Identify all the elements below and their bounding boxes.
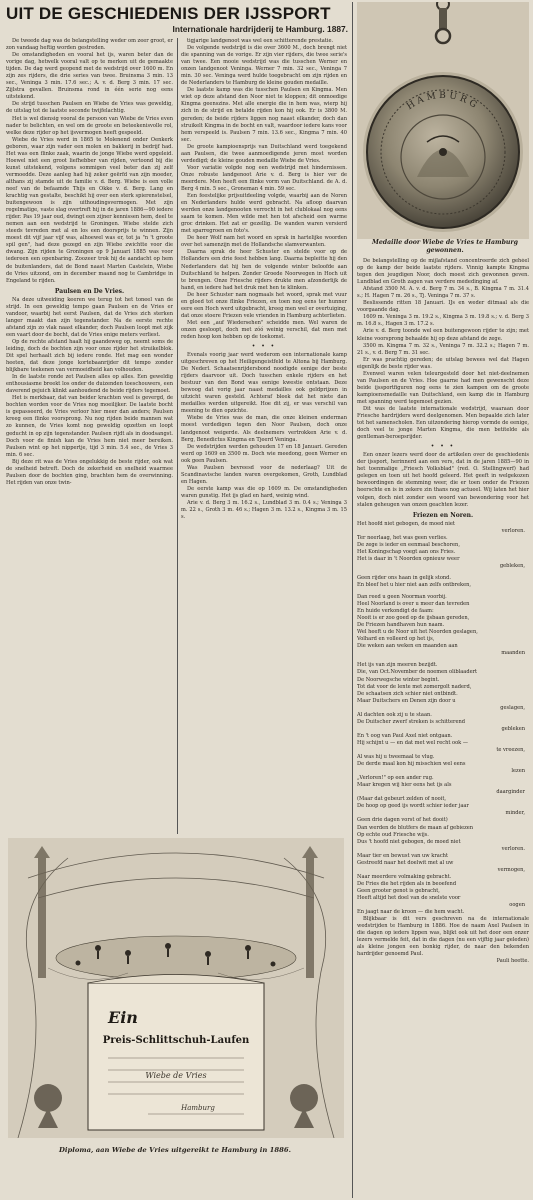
article-signature: Pauli heette.	[496, 958, 529, 965]
article-paragraph: Wiebe de Vries was de man, die onze kleinen enderman moest verdedigen tegen den Noor Paulsen, doch onze landgenoot weigerde. Als deelnemers vertrokken Arie v. d. Berg, Benedictus Kingma en Tjeerd Veninga.	[181, 415, 347, 443]
poem-line: Al was hij u tweemaal te vlug.	[357, 754, 435, 761]
poem-line: Geen rijder ons haan in gelijk stond.	[357, 574, 452, 581]
poem-line: Ter neerlaag, het was geen verlies.	[357, 534, 448, 541]
poem-line: En 't oog van Paul Axel niet ontgaan.	[357, 732, 453, 739]
article-paragraph: 3500 m. Kingma 7 m. 32 s., Veninga 7 m. 32.2 s.; Hagen 7 m. 21 s., v. d. Berg 7 m. 31 sec.	[357, 342, 529, 356]
diploma-title-text: Preis-Schlittschuh-Laufen	[102, 1035, 250, 1046]
poem-line: De schaatsen zich schier niet ontbindt.	[357, 690, 458, 697]
article-paragraph: De heer Wolf nam het woord en sprak in hartelijke woorden over het samenzijn met de Hollandsche slamverwanten.	[181, 235, 347, 249]
poem-line: De Noorwegsche winter begint.	[357, 676, 440, 683]
article-paragraph: Een feestelijke prijsuitdeeling volgde, waarbij aan de Noren en Nederlanders hulde werd gebracht. Na afloop daarvan werden onze landgenooten verrocht in het clublokaal nog eens saam te komen. Men wilde met hen tot afscheid een warme groc drinken. Het zat er gezellig. De wanden waren versierd met sparregroen en foto's.	[181, 193, 347, 235]
poem-line: Volhard en volleerd op het ijs,	[357, 636, 435, 643]
poem-line: Naar meerdere volmaking gebracht.	[357, 873, 452, 880]
article-paragraph: Een onzer lezers werd door de artikelen over de geschiedenis der ijssport, herinnerd aan een vers, dat in de jaren 1885—90 in het toenmalige „Friesch Volksblad" (red. O. Stellingwerf) had gelegen en toen uit het hoofd geleerd. Het geeft in welgekozen bewoordingen de stemming weer, die er toen onder de Friezen heerschte en is in zekere zin thans nog actueel. Wij laten het hier volgen, doch niet zonder een woord van bewondering voor het stalen geheugen van onzen geachten lezer.	[357, 452, 529, 508]
poem-line: lezen	[511, 768, 525, 775]
poem-line: De derde maal kon hij misschien wel eens	[357, 761, 466, 768]
article-paragraph: De heer Schuster nam nogmaals het woord, sprak met vuur en gloed tot onze flinke Friezen, en toen nog eens ter hunner eere een Hoch werd uitgebracht, kreeg men wel er overtuiging, dat onze stoere Friezen vele vrienden in Hamburg achterlieten.	[181, 291, 347, 319]
article-paragraph: Voor variatie volgde nog een wedstrijd met hindernissen. Onze robuste landgenoot Arie v. d. Berg is hier ver de meerdere. Men heeft een flinke vorm van Duitschland. de A. d. Berg 4 min. 5 sec., Groneman 4 min. 59 sec.	[181, 164, 347, 192]
poem-line: De Friezen handhaven hun naam.	[357, 622, 445, 629]
poem-line: Dus 't hoofd niet gebogen, de moed niet	[357, 838, 461, 845]
poem-line: Hij schijnt u — en dat met wel recht ook —	[357, 739, 468, 746]
article-paragraph: Er was prachtig gereden; de uitslag bewees wel dat Hagen eigenlijk de beste rijder was.	[357, 356, 529, 370]
poem-line: Tot dat voor de lente met zomergolt naderd,	[357, 683, 472, 690]
diploma-illustration	[8, 838, 344, 1138]
page-title: UIT DE GESCHIEDENIS DER IJSSPORT	[6, 4, 331, 23]
article-paragraph: De volgende wedstrijd is die over 3600 M., doch brengt niet die spanning van de vorige. Er zijn vier rijders, die twee serie's van twee. Een mooie wedstrijd was die tusschen Werner en onzen landgenoot Veninga. Werner 7 min. 32 sec., Veninga 7 min. 30 sec. Veninga werd hulde toegebracht om zijn rijden en de Nederlanders te Hamburg de kleine gouden medaille.	[181, 45, 347, 87]
column-divider	[352, 2, 353, 1198]
article-paragraph: De wedstrijden werden gehouden 17 en 18 Januari. Gereden werd op 1609 en 3500 m. Doch wie meedong, geen Werner en ook geen Paulsen.	[181, 443, 347, 464]
article-column-3	[357, 258, 529, 1198]
poem-line: Wel heeft u de Noor uit het Noorden geslagen,	[357, 629, 478, 636]
poem-line: Het Koningschap voegt aan ons Fries.	[357, 548, 456, 555]
poem-line: En huide verkondigt de faam:	[357, 608, 434, 615]
article-column-1	[6, 38, 173, 838]
section-separator: • • •	[251, 343, 277, 351]
poem-line: Op echte oud Friesche wijs.	[357, 831, 429, 838]
article-paragraph: Op de rechte afstand haalt hij gaandeweg op, neemt soms de leiding, doch de bochten zijn voor onze rijder het struikelblok. Dit spel herhaalt zich bij iedere ronde. Het mag een wonder heeten, dat deze jonge kortebaanrijder dit tempo zonder blijkbare teekenen van vermoeidheid kan volhouden.	[6, 338, 173, 374]
article-paragraph: De groote kampioensprijs van Duitschland werd toegekend aan Paulsen, die twee aanmoedigende jeren most worden verdedigd; de kleine gouden medaille Wiebe de Vries.	[181, 143, 347, 164]
article-paragraph: De omstandigheden en vooral het ijs, waren beter dan de vorige dag, hetwelk vooral valt op te merken uit de gemaakte tijden. De dag werd geopend met de wedstrijd over 1600 m. En zijn zes rijders, die drie series van twee. Bruinsma 3 min. 13 sec., Veninga 3 min. 17.6 sec.; A. v. d. Berg 3 min. 17 sec. Zijlstra gevallen. Bruinsma rond in één serie nog eens uitstekend.	[6, 52, 173, 101]
article-paragraph: Wiebe de Vries werd in 1865 te Molenend onder Oenkerk geboren, waar zijn vader een molen en bakkerij in bedrijf had. Het was een flinke zaak, waarin de jonge Wiebe werd opgeleid. Hoewel niet een groot liefhebber van rijden, vertoond bij die kunst uitstekend, volgens sommigen veel beter dan zij zelf vermoedde. Deze aanleg had hij zeker geërfd van zijn moeder, althans zij stamde uit de familie v. d. Berg. Wiebe is een volle neef van de befaamde Thijs en Okke v. d. Berg. Lang en krachtig van gestalte, beschikt hij over een sterk spierenstelsel, buitengewoon is zijn uithoudingsvermogen. Met zijn regelmatige, vaste slag overtreft hij in de jaren 1886—90 iedere rijder. Pas 19 jaar oud, dwingt een zijner kennissen hem, deel te nemen aan een wedstrijd te Groningen. Wiebe stelde zich steeds tevreden met al en los een doorsprijs te winnen. Zijn moest dit vijf jaar vijf was, alhoewel was er, tot ja "n 't groote spil gen", had deze gezegd en zijn Wiebe zwichtte voor die dwang. Zijn rijden te Groningen op 9 Januari 1885 was voor iedereen een openbaring. Zoozeer trok hij de aandacht op hem de buitenlanders, dat de Bond naast Marten Castelein, Wiebe de Vries uitzond, om in december maand nog te Cambridge in Engeland te rijden.	[6, 136, 173, 284]
poem-line: gebleken,	[499, 562, 525, 569]
article-paragraph: Het is wel diensig vooral de persoon van Wiebe de Vries even nader te belichten, en wel om de groote en beteekenisvolle rol, welke deze rijder op het ijsvermogen heeft gespeeld.	[6, 115, 173, 136]
article-paragraph: Na deze uitweiding keeren we terug tot het toneel van de strijd. In een geweldig tempo gaan Paulsen en de Vries er vandoor, waarbij het eerst Paulsen, dat de Vries zich sterken langer maakt dan zijn tegenstander. Na de eerste rechte afstand zijn zo vlak naast elkander, doch Paulsen loopt met zijk een vaart door de bocht, dat de Vries enige meters verliest.	[6, 296, 173, 338]
poem-line: Dan reed u geen Noorman voorbij.	[357, 594, 447, 601]
poem-line: Dan werden de blutfers de maan af gebiezen	[357, 824, 474, 831]
poem-line: verloren.	[501, 845, 525, 852]
diploma-script-initial: Ein	[108, 1008, 138, 1027]
diploma-caption: Diploma, aan Wiebe de Vries uitgereikt te Hamburg in 1886.	[59, 1146, 291, 1154]
poem-line: verloren.	[501, 527, 525, 534]
poem-line: Die weken aan weken en maanden aan	[357, 643, 458, 650]
article-paragraph: Daarna sprak de heer Schuster en stelde voor op de Hollanders een drie feest hebben lang. Daarna bepleitte hij den Nederlanders dat hij hen de volgende winter beloofde aan Duitschland te helpen. Zonder Groede Noorwegen in Hoch uit te brengen. Onze Friesche rijders drukte men afzonderlijk de hand, en iedere had het druk met hen te klinken.	[181, 249, 347, 291]
poem-line: De hoop op geed ijs wordt schier ieder jaar	[357, 803, 469, 810]
poem-line: De zege is ieder en eenmaal beschoren,	[357, 541, 460, 548]
poem-line: daarginder	[496, 789, 525, 796]
poem-line: „Verloren!" op een ander rug.	[357, 775, 434, 782]
article-paragraph: Arie v. d. Berg toonde wel een buitengewoon rijder te zijn; met kleine voorsprong behaalde hij op deze afstand de zege.	[357, 328, 529, 342]
diploma-body-text: Wiebe de Vries	[145, 1071, 207, 1080]
poem-line: te vreezen,	[496, 747, 525, 753]
poem-line: Maar kregen wij hier eens het ijs als	[357, 782, 452, 789]
poem-line: Geen grooter genot is gebracht,	[357, 887, 440, 894]
poem-line: De Fries die het rijden als in beoefend	[357, 880, 457, 887]
medal-rim-text: HAMBURG	[405, 90, 481, 113]
poem-line: Al dachten ook zij u te staan.	[357, 711, 432, 718]
poem-line: Gestreefd naar het doelwit met al uw	[357, 859, 454, 866]
column-divider	[177, 38, 178, 834]
article-subtitle: Internationale hardrijderij te Hamburg. 1887.	[172, 24, 348, 34]
poem-line: Maar Duitschers en Denen zijn door u	[357, 697, 456, 704]
article-paragraph: Bij deze rit was de Vries ongelukkig de beste rijder, ook wat de snelheid betreft. Doch de zekerheid en snelheid waarmee Paulsen door de bochten ging, brachten hem de overwinning. Het rijden van onze twin-	[6, 458, 173, 486]
poem-line: minder,	[505, 810, 525, 817]
poem-line: Nooit is er zoo goed op de ijsbaan gereden,	[357, 615, 470, 622]
article-paragraph: Dit was de laatste internationale wedstrijd, waaraan door Friesche hardrijders werd deelgenomen. Men bepaalde zich later tot het samenscholen. Een uitzondering hierop vormde de eenige, doch veel te jonge Marten Kingma, die men betitelde als gentleman-beroepsrijder.	[357, 405, 529, 441]
medal-illustration	[357, 2, 529, 239]
medal-caption: Medaille door Wiebe de Vries te Hamburg gewonnen.	[372, 239, 518, 254]
article-paragraph: Afstand 3500 M. A. v. d. Berg 7 m. 34 s., B. Kingma 7 m. 31.4 s.; H. Hagen 7 m. 26 s., Tj. Veninga 7 m. 37 s.	[357, 286, 529, 300]
poem-line: Heel Noorland is over u meer dan tevreden	[357, 601, 470, 608]
article-paragraph: tigjarige landgenoot was wel een schitterende prestatie.	[187, 38, 334, 44]
poem-line: Maar tier en bewust van uw kracht	[357, 852, 449, 859]
article-column-2	[181, 38, 347, 838]
section-heading: Paulsen en De Vries.	[54, 287, 125, 295]
article-paragraph: 1609 m. Veninga 3 m. 19.2 s., Kingma 3 m. 19.8 s.; v. d. Berg 3 m. 16.8 s., Hagen 3 m. 17.2 s.	[357, 314, 529, 328]
diploma-signature: Hamburg	[181, 1104, 215, 1112]
poem-line: Heeft altijd het doel van de snelste voor	[357, 894, 461, 901]
poem-line: Het is daar in 't Noorden opnieuw weer	[357, 555, 460, 562]
poem-line: En bleef het u hier niet aan zelfs ontbreken,	[357, 581, 471, 588]
poem-line: maanden	[501, 650, 525, 657]
poem	[357, 521, 529, 917]
poem-line: Die, van Oct.November de noemen oliblaadert	[357, 669, 478, 676]
article-paragraph: Arie v. d. Berg 3 m. 16.2 s., Lundblad 3 m. 0.4 s.; Veninga 3 m. 22 s., Groth 3 m. 46 s.; Hagen 3 m. 13.2 s., Kingma 3 m. 15 s.	[181, 500, 347, 521]
article-paragraph: Evenwel waren velen teleurgesteld door het niet-deelnemen van Paulsen en de Vries. Hoe gaarne had men gewenscht deze beide ijssportfiguren nog eens te zien kampen om de groote kampioensmedaille van Duitschland, een kamp die in Hamburg met spanning werd tegemoet gezien.	[357, 370, 529, 405]
poem-line: En jaagt naar de kroon — die hem wacht.	[357, 909, 465, 916]
article-paragraph: Het is merkbaar, dat van beider krachten veel is gevergd, de bochten worden voor de Vries nog moeilijker. De laatste bocht is gepasseerd, de Vries verloor hier meer dan anders; Paulsen kreeg een flinke voorsprong. Nu nog rijden beide mannen wat zo kunnen, de Vries komt nog geweldig opzetten en loopt geducht in op zijn tegenstander. Paulsen rijdt als in doodsangst. Doch voor de finish kan de Vries hem niet meer bereiken. Paulsen wint op het nippertje, tijd 3 min. 5.4 sec., de Vries 3 min. 6 sec.	[6, 395, 173, 458]
article-paragraph: De tweede dag was de belangstelling weder om zeer groot, er zon vandaag heftig worden gestreden.	[6, 38, 173, 52]
section-separator: • • •	[430, 443, 456, 451]
poem-title: Friezen en Noren.	[412, 511, 474, 519]
article-paragraph: In de laatste ronde zet Paulsen alles op alles. Een geweldig enthousiasme breekt los onder de duizenden toeschouwers, een daverend gejuich klinkt aanhoudend de beide rijders tegemoet.	[6, 374, 173, 395]
poem-line: Het ijs van zijn meeren bezijdt.	[357, 662, 438, 669]
article-paragraph: De eerste kamp was die op 1609 m. De omstandigheden waren gunstig. Het ijs glad en hard, weinig wind.	[181, 485, 347, 499]
closing-paragraph: Blijkbaar is dit vers geschreven na de internationale wedstrijden te Hamburg in 1886. Hoe de naam Axel Paulsen in die dagen op ieders lippen was, blijkt ook uit het door een onzer lezers vermelde feit, dat in die dagen (nu een vijftig jaar geleden) als kleine jongen een bonkig rijder, de naar den bekenden hardrijder genoemd Paul.	[357, 916, 529, 958]
article-paragraph: Beslissende ritten 18 Januari. IJs en weder ditmaal als die voorgaande dag.	[357, 300, 529, 314]
article-paragraph: Met een „auf Wiedersehen" scheidde men. Wel waren de onzen gesloopt, doch met zóó weinig verschil, dat men met reden hoop kon hebben op de toekomst.	[181, 319, 347, 340]
poem-line: Het hoofd niet gebogen, de moed niet	[357, 520, 455, 527]
poem-line: gebleken	[501, 725, 525, 732]
article-paragraph: Was Paulsen bevreesd voor de nederlaag? Uit de Scandinavische landen waren overgekomen, Groth, Lundblad en Hagen.	[181, 464, 347, 485]
poem-line: vermogen,	[497, 866, 525, 873]
article-paragraph: Evenals voorig jaar werd wederom een internationale kamp uitgeschreven op het Heiligengeistfeld te Altona bij Hamburg. De Nederl. Schaatsenrijdersbond noodigde eenige der beste rijders daarvoor uit. Doch tusschen enkele rijders en het bestuur van den Bond was eenige kwestie ontstaan. Deze bewoog dat vorig jaar naast medailles ook geldprijzen in uitzicht waren gesteld. Achteraf bleek dat het niete dan medailles werden uitgereikt. Hoe dit zij, er was verschil van meening te dien opzichte.	[181, 352, 347, 415]
poem-line: Geen drie dagen vorst of het dooit)	[357, 817, 448, 824]
poem-line: (Maar dat gebeurt zelden of nooit,	[357, 796, 447, 803]
article-paragraph: De strijd tusschen Paulsen en Wiebe de Vries was geweldig, de uitslag tot de laatste seconde twijfelachtig.	[6, 101, 173, 115]
article-paragraph: De belangstelling op de mijlafstand concentreerde zich gehéel op de kamp der beide laatste rijders. Vinnig kampte Kingma tegen den jeugdigen Noor, doch moest zich gewonnen geven. Lundblad en Groth zagen van verdere mededinging af.	[357, 258, 529, 286]
poem-line: geslagen,	[500, 704, 525, 711]
poem-line: oogen	[509, 902, 525, 909]
article-paragraph: De laatste kamp was die tusschen Paulsen en Kingma. Men wiet op deze afstand den Noor niet te kloppen; dit onmoedige Kingma geenszins. Met alle energie die in hem was, wierp hij zich in de strijd en betalde rijden kon hij ook. Er is 3800 M. gereden; de beide rijders liggen nog naast elkander, doch dan struikelt Kingma in de bocht en valt, waardoor iedere kans voor hem verspeeld is. Paulsen 7 min. 13.6 sec., Kingma 7 min. 40 sec.	[181, 87, 347, 143]
poem-line: De Duitscher zwerf streken is schitterend	[357, 718, 466, 725]
